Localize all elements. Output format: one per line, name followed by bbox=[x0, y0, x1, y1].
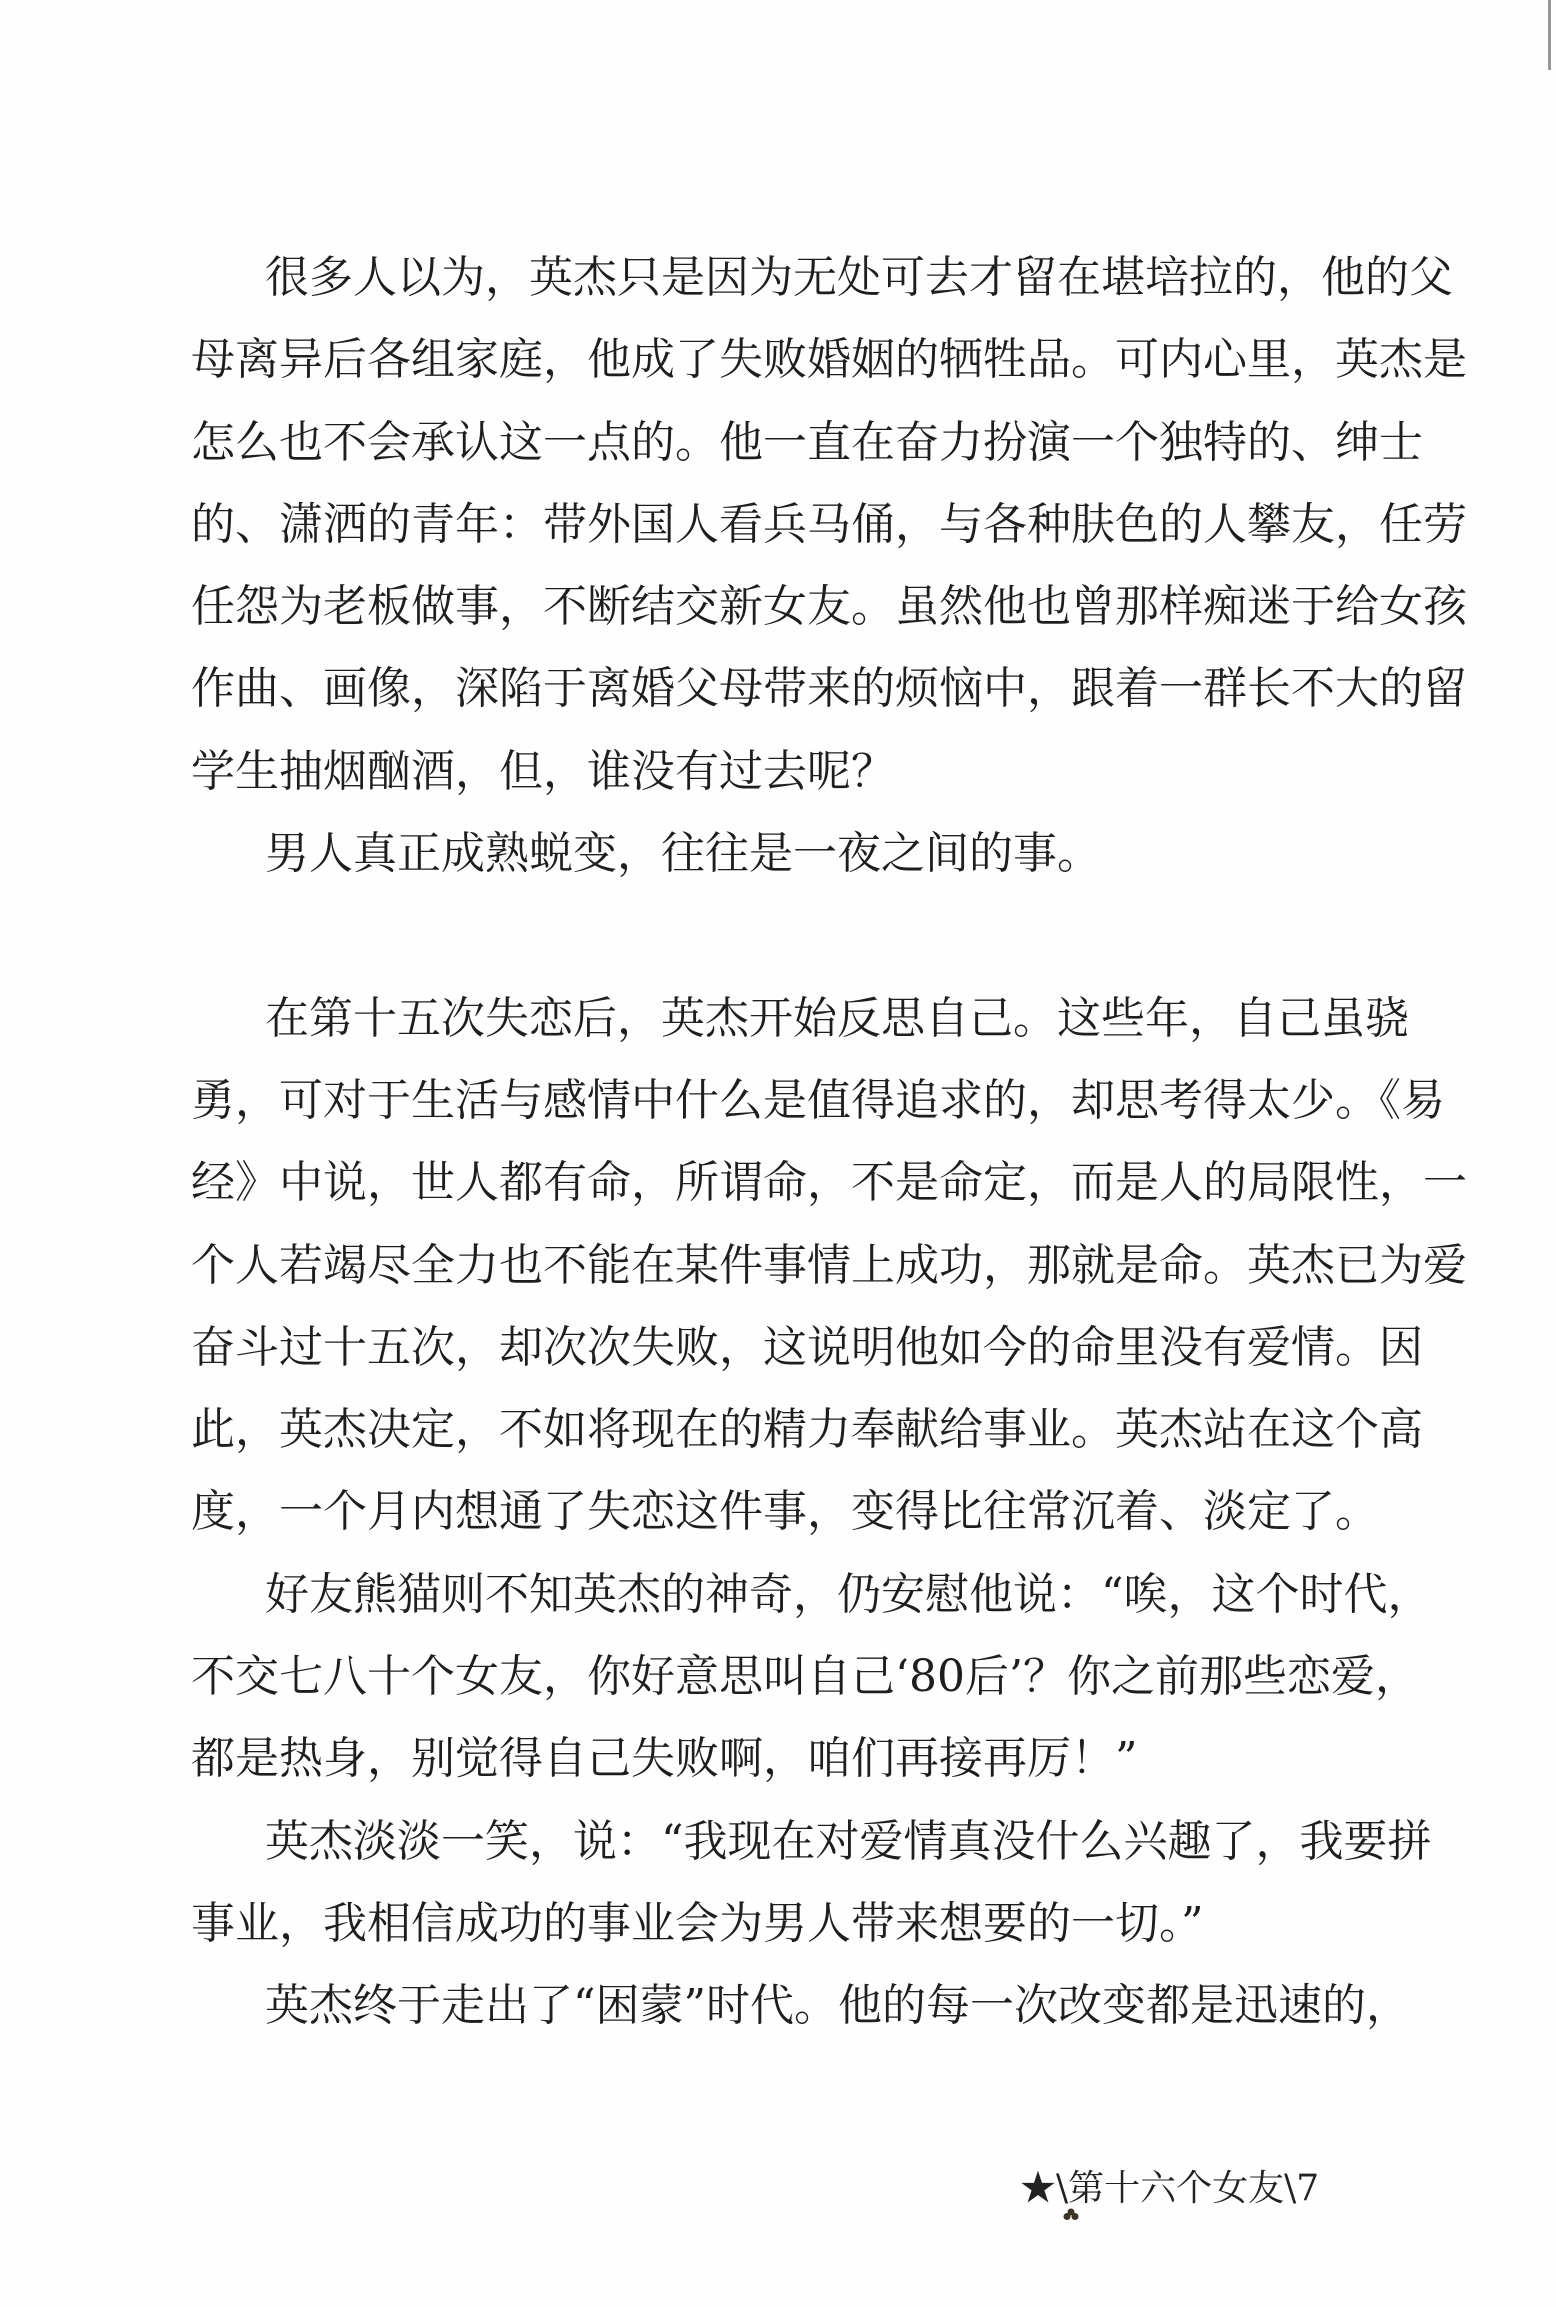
text-line: 经》中说，世人都有命，所谓命，不是命定，而是人的局限性，一 bbox=[191, 1157, 1467, 1209]
page-footer bbox=[1020, 2160, 1319, 2211]
text-line: 勇，可对于生活与感情中什么是值得追求的，却思考得太少。《易 bbox=[191, 1074, 1445, 1126]
text-line: 奋斗过十五次，却次次失败，这说明他如今的命里没有爱情。因 bbox=[191, 1321, 1423, 1373]
paragraph bbox=[191, 237, 1467, 813]
ink-blot-decoration bbox=[1063, 2208, 1079, 2220]
paragraph bbox=[191, 813, 1361, 895]
body-text bbox=[191, 237, 1467, 2048]
text-line: 作曲、画像，深陷于离婚父母带来的烦恼中，跟着一群长不大的留 bbox=[191, 663, 1467, 715]
paragraph bbox=[191, 978, 1467, 1554]
running-title-page-number: \第十六个女友\7 bbox=[1056, 2168, 1320, 2209]
paragraph-gap bbox=[191, 895, 1361, 977]
text-line: 男人真正成熟蜕变，往往是一夜之间的事。 bbox=[265, 828, 1101, 880]
text-line: 怎么也不会承认这一点的。他一直在奋力扮演一个独特的、绅士 bbox=[191, 416, 1423, 468]
text-line: 很多人以为，英杰只是因为无处可去才留在堪培拉的，他的父 bbox=[265, 252, 1453, 303]
paragraph bbox=[191, 1965, 1410, 2047]
text-line: 英杰终于走出了“困蒙”时代。他的每一次改变都是迅速的， bbox=[265, 1980, 1410, 2032]
text-line: 在第十五次失恋后，英杰开始反思自己。这些年，自己虽骁 bbox=[265, 992, 1409, 1044]
text-line: 好友熊猫则不知英杰的神奇，仍安慰他说：“唉，这个时代， bbox=[265, 1568, 1432, 1620]
paragraph bbox=[191, 1554, 1432, 1801]
star-icon: ★ bbox=[1020, 2168, 1057, 2209]
text-line: 不交七八十个女友，你好意思叫自己‘80后’？你之前那些恋爱， bbox=[191, 1651, 1419, 1703]
text-line: 学生抽烟酗酒，但，谁没有过去呢？ bbox=[191, 745, 895, 797]
text-line: 任怨为老板做事，不断结交新女友。虽然他也曾那样痴迷于给女孩 bbox=[191, 581, 1467, 633]
text-line: 度，一个月内想通了失恋这件事，变得比往常沉着、淡定了。 bbox=[191, 1486, 1379, 1538]
text-line: 个人若竭尽全力也不能在某件事情上成功，那就是命。英杰已为爱 bbox=[191, 1239, 1467, 1291]
text-line: 的、潇洒的青年：带外国人看兵马俑，与各种肤色的人攀友，任劳 bbox=[191, 498, 1467, 550]
text-line: 英杰淡淡一笑，说：“我现在对爱情真没什么兴趣了，我要拼 bbox=[265, 1815, 1432, 1867]
paragraph bbox=[191, 1801, 1432, 1966]
scan-edge-mark bbox=[1548, 0, 1551, 70]
text-line: 都是热身，别觉得自己失败啊，咱们再接再厉！” bbox=[191, 1733, 1138, 1785]
text-line: 事业，我相信成功的事业会为男人带来想要的一切。” bbox=[191, 1897, 1204, 1949]
text-line: 此，英杰决定，不如将现在的精力奉献给事业。英杰站在这个高 bbox=[191, 1404, 1423, 1456]
text-line: 母离异后各组家庭，他成了失败婚姻的牺牲品。可内心里，英杰是 bbox=[191, 334, 1467, 386]
